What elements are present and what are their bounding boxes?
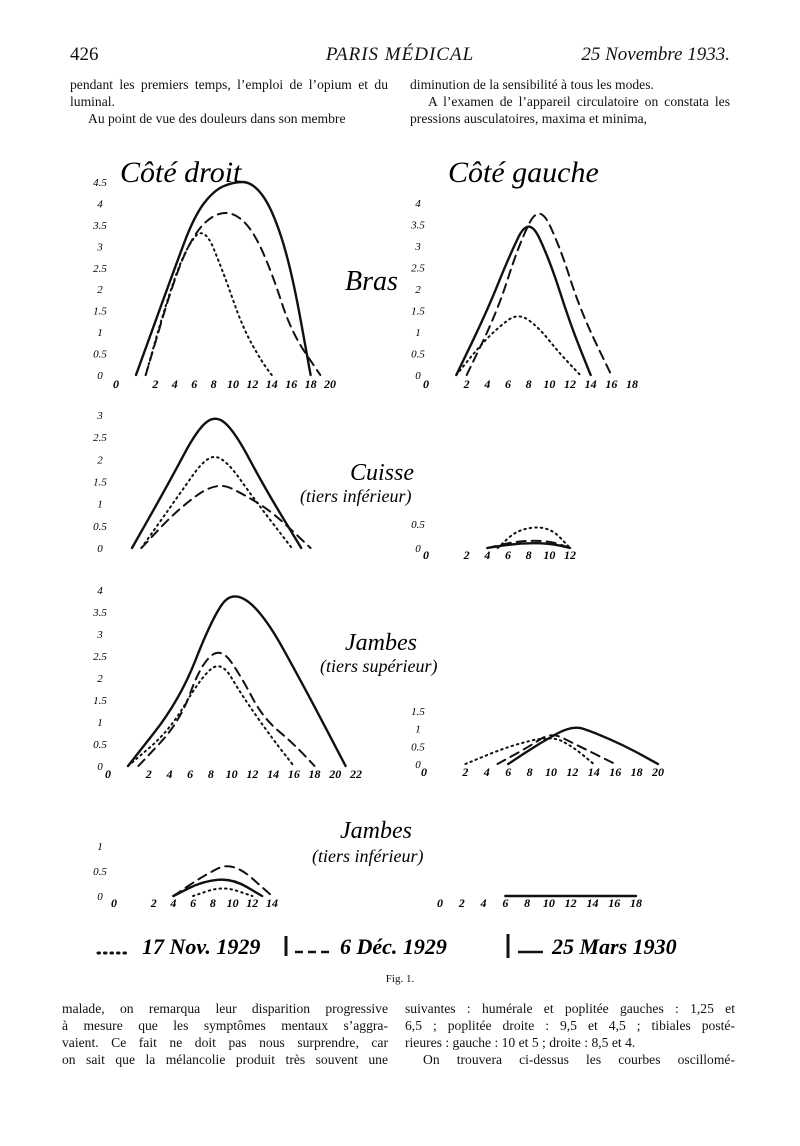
- x-tick-label: 18: [304, 377, 317, 391]
- y-tick-label: 0.5: [411, 348, 425, 361]
- x-tick-label: 12: [246, 767, 259, 781]
- x-tick-label: 20: [652, 765, 664, 779]
- x-tick-label: 2: [463, 377, 470, 391]
- x-tick-label: 0: [111, 896, 117, 910]
- chart-panel: [93, 410, 310, 555]
- legend-date-2: 6 Déc. 1929: [340, 934, 447, 959]
- paragraph: diminution de la sensibilité à tous les modes.: [410, 77, 654, 92]
- x-tick-label: 4: [480, 896, 487, 910]
- x-tick-label: 12: [564, 896, 577, 910]
- x-tick-label: 16: [285, 377, 298, 391]
- y-tick-label: 2: [97, 454, 103, 467]
- x-tick-label: 6: [502, 896, 509, 910]
- x-tick-label: 8: [525, 377, 532, 391]
- x-tick-label: 0: [113, 377, 119, 391]
- paragraph: pendant les premiers temps, l’emploi de l’opium et du luminal.: [70, 77, 388, 109]
- x-tick-label: 8: [524, 896, 531, 910]
- row-label-cuisse-sub: (tiers inférieur): [300, 486, 412, 506]
- text-line: on sait que la mélancolie produit très souvent une: [62, 1052, 388, 1067]
- y-tick-label: 0: [415, 759, 421, 771]
- series-line-solid: [136, 182, 311, 375]
- y-tick-label: 1: [97, 841, 103, 853]
- x-tick-label: 14: [584, 377, 597, 391]
- row-label-jambes-sup: Jambes: [345, 630, 417, 656]
- text-line: vaient. Ce fait ne doit pas nous surprendre, car: [62, 1035, 388, 1050]
- y-tick-label: 3.5: [93, 607, 107, 619]
- y-tick-label: 0: [415, 370, 421, 382]
- text-line: à mesure que les symptômes mentaux s’aggra-: [62, 1018, 388, 1033]
- x-tick-label: 8: [209, 896, 216, 910]
- y-tick-label: 0.5: [93, 739, 107, 751]
- x-tick-label: 16: [609, 765, 622, 779]
- legend-date-1: 17 Nov. 1929: [142, 934, 261, 959]
- x-tick-label: 6: [505, 765, 512, 779]
- x-tick-label: 14: [267, 767, 280, 781]
- y-tick-label: 4: [415, 198, 421, 210]
- y-tick-label: 3: [97, 629, 103, 641]
- x-tick-label: 2: [458, 896, 465, 910]
- paragraph: Au point de vue des douleurs dans son membre: [88, 111, 346, 126]
- y-tick-label: 3: [97, 241, 103, 254]
- x-tick-label: 10: [543, 548, 556, 562]
- row-label-jambes-inf-sub: (tiers inférieur): [312, 846, 424, 866]
- x-tick-label: 18: [630, 765, 643, 779]
- x-tick-label: 22: [350, 767, 362, 781]
- y-tick-label: 4: [97, 198, 103, 211]
- y-tick-label: 4: [97, 585, 103, 597]
- x-tick-label: 6: [505, 548, 511, 562]
- x-tick-label: 6: [505, 377, 511, 391]
- y-tick-label: 1.5: [93, 695, 107, 707]
- series-line-solid: [128, 596, 346, 766]
- x-tick-label: 8: [210, 377, 217, 391]
- y-tick-label: 1: [415, 327, 421, 339]
- x-tick-label: 6: [190, 896, 197, 910]
- header-left-side: Côté gauche: [448, 156, 599, 189]
- series-line-dashed: [138, 653, 314, 766]
- y-tick-label: 0.5: [411, 519, 425, 531]
- x-tick-label: 8: [525, 548, 532, 562]
- x-tick-label: 12: [246, 377, 259, 391]
- y-tick-label: 3.5: [411, 219, 425, 232]
- series-line-dotted: [193, 889, 252, 897]
- x-tick-label: 20: [329, 767, 342, 781]
- chart-panel: [437, 896, 642, 910]
- x-tick-label: 12: [564, 548, 576, 562]
- y-tick-label: 0: [415, 543, 421, 555]
- x-tick-label: 4: [171, 377, 178, 391]
- x-tick-label: 8: [207, 767, 214, 781]
- chart-panel: [411, 706, 664, 779]
- y-tick-label: 2.5: [93, 651, 107, 663]
- y-tick-label: 1.5: [411, 305, 425, 318]
- x-tick-label: 18: [626, 377, 638, 391]
- x-tick-label: 12: [566, 765, 579, 779]
- y-tick-label: 0.5: [93, 866, 107, 878]
- x-tick-label: 18: [630, 896, 642, 910]
- y-tick-label: 2.5: [93, 262, 107, 275]
- x-tick-label: 0: [437, 896, 443, 910]
- y-tick-label: 1: [415, 723, 421, 736]
- x-tick-label: 0: [421, 765, 427, 779]
- chart-panel: [411, 519, 576, 562]
- text-line: malade, on remarqua leur disparition progressive: [62, 1001, 388, 1016]
- legend: [98, 934, 677, 959]
- y-tick-label: 1.5: [411, 706, 425, 718]
- legend-date-3: 25 Mars 1930: [552, 934, 677, 959]
- chart-panel: [92, 585, 362, 781]
- bottom-right-column: [405, 1000, 735, 1068]
- x-tick-label: 0: [423, 548, 429, 562]
- x-tick-label: 10: [542, 896, 555, 910]
- x-tick-label: 4: [484, 377, 491, 391]
- x-tick-label: 0: [105, 767, 111, 781]
- x-tick-label: 2: [152, 377, 159, 391]
- chart-panel: [93, 841, 278, 910]
- series-line-solid: [132, 419, 301, 548]
- x-tick-label: 16: [605, 377, 618, 391]
- y-tick-label: 1: [97, 327, 103, 340]
- x-tick-label: 14: [587, 765, 600, 779]
- y-tick-label: 0.5: [93, 348, 107, 361]
- x-tick-label: 10: [545, 765, 557, 779]
- series-line-dashed: [146, 213, 321, 375]
- y-tick-label: 2: [97, 284, 103, 297]
- series-line-dotted: [456, 316, 580, 375]
- issue-date: 25 Novembre 1933.: [581, 44, 730, 65]
- journal-title: PARIS MÉDICAL: [325, 44, 475, 65]
- y-tick-label: 0: [97, 891, 103, 903]
- x-tick-label: 14: [265, 377, 278, 391]
- x-tick-label: 14: [266, 896, 278, 910]
- y-tick-label: 2.5: [411, 262, 425, 275]
- x-tick-label: 10: [225, 767, 238, 781]
- y-tick-label: 4.5: [93, 177, 107, 189]
- y-tick-label: 3: [97, 410, 103, 422]
- row-label-bras: Bras: [345, 266, 398, 297]
- page-number: 426: [70, 44, 99, 65]
- row-label-jambes-sup-sub: (tiers supérieur): [320, 656, 438, 676]
- x-tick-label: 4: [483, 765, 490, 779]
- x-tick-label: 10: [543, 377, 556, 391]
- x-tick-label: 16: [608, 896, 621, 910]
- y-tick-label: 2: [97, 673, 103, 685]
- y-tick-label: 0: [97, 761, 103, 773]
- x-tick-label: 2: [462, 765, 469, 779]
- y-tick-label: 0.5: [93, 520, 107, 533]
- x-tick-label: 6: [187, 767, 194, 781]
- y-tick-label: 0: [97, 543, 103, 555]
- bottom-left-column: [62, 1000, 388, 1068]
- y-tick-label: 3: [415, 241, 421, 253]
- y-tick-label: 1: [97, 498, 103, 511]
- figure-caption: Fig. 1.: [385, 973, 415, 985]
- header-right-side: Côté droit: [120, 156, 242, 189]
- row-label-jambes-inf: Jambes: [340, 818, 412, 844]
- x-tick-label: 14: [586, 896, 599, 910]
- text-line: On trouvera ci-dessus les courbes oscillomé-: [423, 1052, 735, 1067]
- text-line: suivantes : humérale et poplitée gauches : 1,25 et: [405, 1001, 735, 1016]
- y-tick-label: 3.5: [93, 219, 107, 232]
- y-tick-label: 0: [97, 370, 103, 382]
- x-tick-label: 16: [287, 767, 300, 781]
- x-tick-label: 12: [564, 377, 576, 391]
- x-tick-label: 10: [227, 377, 239, 391]
- series-line-dashed: [173, 866, 272, 896]
- x-tick-label: 12: [246, 896, 259, 910]
- text-line: 6,5 ; poplitée droite : 9,5 et 4,5 ; tibiales posté-: [405, 1018, 735, 1033]
- series-line-dotted: [141, 457, 291, 548]
- chart-panel: [92, 177, 336, 391]
- y-tick-label: 2.5: [93, 432, 107, 445]
- row-label-cuisse: Cuisse: [350, 460, 415, 486]
- x-tick-label: 2: [145, 767, 152, 781]
- x-tick-label: 2: [150, 896, 157, 910]
- paragraph: A l’examen de l’appareil circulatoire on constata les pressions ausculatoires, maxima et minima,: [410, 94, 730, 126]
- x-tick-label: 6: [191, 377, 198, 391]
- x-tick-label: 8: [526, 765, 533, 779]
- x-tick-label: 4: [166, 767, 173, 781]
- y-tick-label: 0.5: [411, 741, 425, 754]
- series-line-dotted: [146, 233, 272, 375]
- x-tick-label: 4: [170, 896, 177, 910]
- y-tick-label: 1.5: [93, 476, 107, 489]
- chart-panel: [410, 198, 638, 391]
- text-line: rieures : gauche : 10 et 5 ; droite : 8,5 et 4.: [405, 1035, 636, 1050]
- x-tick-label: 2: [463, 548, 470, 562]
- y-tick-label: 2: [415, 284, 421, 296]
- y-tick-label: 1.5: [93, 305, 107, 318]
- x-tick-label: 0: [423, 377, 429, 391]
- x-tick-label: 20: [324, 377, 336, 391]
- x-tick-label: 4: [484, 548, 491, 562]
- x-tick-label: 10: [226, 896, 239, 910]
- y-tick-label: 1: [97, 717, 103, 729]
- x-tick-label: 18: [308, 767, 321, 781]
